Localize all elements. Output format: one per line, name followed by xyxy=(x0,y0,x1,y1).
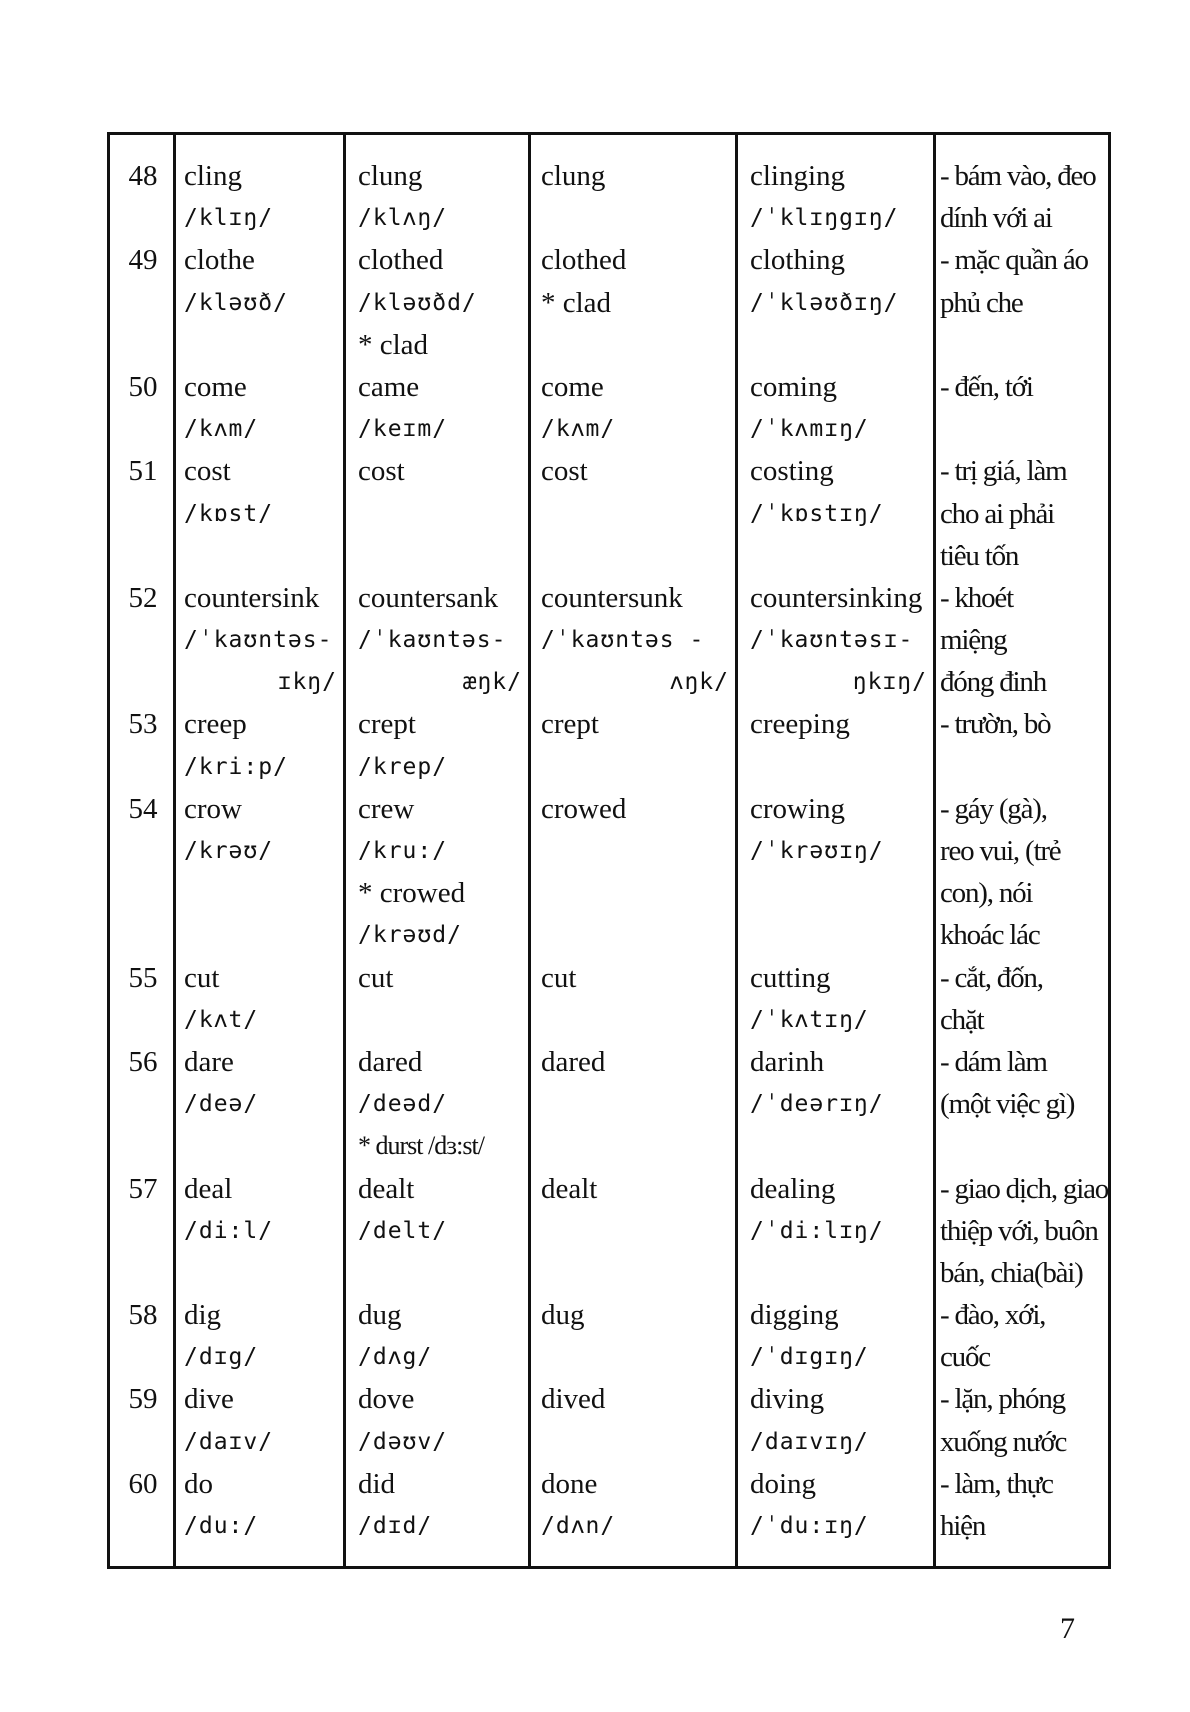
meaning-line: hiện xyxy=(940,1510,986,1542)
meaning-line: cuốc xyxy=(940,1341,990,1374)
base-line: dare xyxy=(184,1045,234,1078)
past-line: countersank xyxy=(358,581,499,614)
present_participle-line: /ˈkaʊntəsɪ- xyxy=(750,627,914,654)
number-line: 53 xyxy=(128,708,158,741)
past-line: dove xyxy=(358,1383,415,1416)
present_participle-line: /ˈdi:lɪŋ/ xyxy=(750,1217,884,1244)
past_participle-line: /ˈkaʊntəs - xyxy=(541,627,705,654)
base-line: cost xyxy=(184,455,231,488)
past_participle-line: /kʌm/ xyxy=(541,416,616,443)
present_participle-line: creeping xyxy=(750,708,850,741)
number-line xyxy=(110,999,176,1041)
past-line: * clad xyxy=(358,328,429,361)
past_participle-line: cost xyxy=(541,455,588,488)
past-line: /dəʊv/ xyxy=(358,1428,448,1455)
present_participle-line: countersinking xyxy=(750,581,923,614)
present_participle-line: costing xyxy=(750,455,834,488)
past-line: /dʌg/ xyxy=(358,1344,433,1371)
number-line: 57 xyxy=(128,1172,158,1205)
base-line: /krəʊ/ xyxy=(184,838,274,864)
past_participle-line xyxy=(541,1083,735,1125)
present_participle-line: cutting xyxy=(750,961,831,994)
number-line xyxy=(110,1421,176,1463)
past_participle-line: /dʌn/ xyxy=(541,1513,616,1539)
past-line xyxy=(358,1252,528,1294)
past-line: /deəd/ xyxy=(358,1091,448,1118)
present_participle-line: /ˈdeərɪŋ/ xyxy=(750,1091,884,1118)
base-line: /kɒst/ xyxy=(184,500,274,527)
number-line xyxy=(110,1252,176,1294)
present_participle-line: darinh xyxy=(750,1045,825,1078)
number-line xyxy=(110,661,176,703)
base-line: /du:/ xyxy=(184,1513,259,1539)
number-line: 55 xyxy=(128,961,158,994)
past_participle-line: come xyxy=(541,370,604,403)
base-line: dive xyxy=(184,1383,234,1416)
present_participle-line: clinging xyxy=(750,160,846,192)
present_participle-line: ŋkɪŋ/ xyxy=(852,669,927,696)
base-line xyxy=(184,872,343,914)
present_participle-line xyxy=(750,1252,933,1294)
meaning-line xyxy=(940,324,1108,366)
base-line: countersink xyxy=(184,581,320,614)
past-line: dug xyxy=(358,1299,402,1332)
past_participle-line: crowed xyxy=(541,792,627,825)
meaning-line xyxy=(940,1125,1108,1167)
number-line xyxy=(110,619,176,661)
past_participle-line: countersunk xyxy=(541,581,683,614)
base-line: /kʌt/ xyxy=(184,1006,259,1033)
meaning-line xyxy=(940,408,1108,450)
meaning-line: chặt xyxy=(940,1003,984,1036)
present_participle-line xyxy=(750,914,933,956)
meaning-line: - mặc quần áo xyxy=(940,244,1088,277)
past_participle-line xyxy=(541,1210,735,1252)
meaning-line: bán, chia(bài) xyxy=(940,1256,1083,1289)
base-line: crow xyxy=(184,792,242,825)
meaning-line: - lặn, phóng xyxy=(940,1383,1065,1416)
number-line: 51 xyxy=(128,455,158,488)
number-line: 56 xyxy=(128,1045,158,1078)
number-line xyxy=(110,1505,176,1547)
meaning-line: miệng xyxy=(940,624,1007,657)
column-past-participle xyxy=(528,135,735,1566)
present_participle-line: coming xyxy=(750,370,837,403)
past-line: /krep/ xyxy=(358,753,448,780)
number-line xyxy=(110,324,176,366)
base-line: /daɪv/ xyxy=(184,1428,274,1455)
meaning-line: đóng đinh xyxy=(940,666,1047,699)
number-line xyxy=(110,746,176,788)
column-present-participle xyxy=(735,135,933,1566)
meaning-line: - làm, thực xyxy=(940,1467,1053,1500)
present_participle-line: /ˈkrəʊɪŋ/ xyxy=(750,838,884,864)
past_participle-line xyxy=(541,535,735,577)
number-line xyxy=(110,872,176,914)
base-line xyxy=(184,324,343,366)
base-line: creep xyxy=(184,708,247,741)
column-meaning xyxy=(933,135,1108,1566)
number-line xyxy=(110,408,176,450)
present_participle-line xyxy=(750,535,933,577)
past_participle-line: clung xyxy=(541,160,606,192)
past-line: crew xyxy=(358,792,415,825)
present_participle-line: clothing xyxy=(750,244,846,277)
past-line: /dɪd/ xyxy=(358,1513,433,1539)
base-line: /ˈkaʊntəs- xyxy=(184,627,333,654)
meaning-line: - giao dịch, giao xyxy=(940,1172,1109,1205)
past_participle-line: dived xyxy=(541,1383,606,1416)
present_participle-line xyxy=(750,872,933,914)
base-line: /kri:p/ xyxy=(184,753,288,780)
meaning-line: phủ che xyxy=(940,286,1023,319)
present_participle-line: diving xyxy=(750,1383,825,1416)
base-line: cling xyxy=(184,160,242,192)
meaning-line: con), nói xyxy=(940,877,1033,910)
past_participle-line: dared xyxy=(541,1045,606,1078)
present_participle-line xyxy=(750,1125,933,1167)
base-line: /di:l/ xyxy=(184,1217,274,1244)
past-line: /kru:/ xyxy=(358,838,448,864)
past_participle-line xyxy=(541,1125,735,1167)
meaning-line xyxy=(940,746,1108,788)
past-line xyxy=(358,535,528,577)
meaning-line: tiêu tốn xyxy=(940,539,1019,572)
past_participle-line xyxy=(541,830,735,872)
meaning-line: - đào, xới, xyxy=(940,1299,1046,1332)
base-line xyxy=(184,535,343,577)
base-line: /dɪg/ xyxy=(184,1344,259,1371)
meaning-line: - trị giá, làm xyxy=(940,455,1067,488)
base-line xyxy=(184,1125,343,1167)
present_participle-line: /daɪvɪŋ/ xyxy=(750,1428,869,1455)
past_participle-line xyxy=(541,1421,735,1463)
past_participle-line xyxy=(541,493,735,535)
present_participle-line: /ˈkʌtɪŋ/ xyxy=(750,1006,869,1033)
past_participle-line: dealt xyxy=(541,1172,598,1205)
meaning-line: cho ai phải xyxy=(940,497,1055,530)
past-line: cut xyxy=(358,961,394,994)
base-line xyxy=(184,914,343,956)
number-line: 59 xyxy=(128,1383,158,1416)
meaning-line: thiệp với, buôn xyxy=(940,1214,1098,1247)
meaning-line: (một việc gì) xyxy=(940,1088,1075,1121)
past-line xyxy=(358,999,528,1041)
past_participle-line: * clad xyxy=(541,286,612,319)
column-base xyxy=(173,135,343,1566)
past-line: /kləʊðd/ xyxy=(358,289,477,316)
meaning-line: - gáy (gà), xyxy=(940,792,1047,825)
base-line: clothe xyxy=(184,244,255,277)
present_participle-line: /ˈdu:ɪŋ/ xyxy=(750,1513,869,1539)
present_participle-line: /ˈklɪŋgɪŋ/ xyxy=(750,205,899,232)
past_participle-line xyxy=(541,1336,735,1378)
present_participle-line xyxy=(750,746,933,788)
past-line: clung xyxy=(358,160,423,192)
number-line xyxy=(110,1336,176,1378)
number-line xyxy=(110,830,176,872)
number-line: 58 xyxy=(128,1299,158,1332)
present_participle-line: digging xyxy=(750,1299,839,1332)
past-line: * durst /dɜ:st/ xyxy=(358,1131,484,1161)
meaning-line: reo vui, (trẻ xyxy=(940,835,1061,867)
past-line: cost xyxy=(358,455,405,488)
meaning-line: - khoét xyxy=(940,581,1013,614)
past_participle-line xyxy=(541,872,735,914)
present_participle-line: crowing xyxy=(750,792,846,825)
past_participle-line xyxy=(541,324,735,366)
base-line: deal xyxy=(184,1172,233,1205)
base-line: /deə/ xyxy=(184,1091,259,1118)
base-line: dig xyxy=(184,1299,222,1332)
present_participle-line: /ˈkləʊðɪŋ/ xyxy=(750,289,899,316)
past-line: æŋk/ xyxy=(462,669,522,696)
present_participle-line: /ˈdɪgɪŋ/ xyxy=(750,1344,869,1371)
base-line xyxy=(184,1252,343,1294)
present_participle-line xyxy=(750,324,933,366)
past_participle-line xyxy=(541,999,735,1041)
past_participle-line: done xyxy=(541,1467,598,1500)
past-line: dealt xyxy=(358,1172,415,1205)
number-line xyxy=(110,535,176,577)
meaning-line: dính với ai xyxy=(940,202,1052,235)
past_participle-line xyxy=(541,746,735,788)
number-line: 52 xyxy=(128,581,158,614)
past-line: /klʌŋ/ xyxy=(358,205,448,232)
past-line: dared xyxy=(358,1045,423,1078)
past_participle-line: dug xyxy=(541,1299,585,1332)
base-line: ɪkŋ/ xyxy=(277,669,337,696)
number-line xyxy=(110,1125,176,1167)
meaning-line: - cắt, đốn, xyxy=(940,961,1043,994)
base-line: come xyxy=(184,370,247,403)
number-line: 49 xyxy=(128,244,158,277)
column-number xyxy=(110,135,176,1566)
number-line xyxy=(110,282,176,324)
past-line: /krəʊd/ xyxy=(358,922,462,949)
past-line xyxy=(358,493,528,535)
present_participle-line: /ˈkʌmɪŋ/ xyxy=(750,416,869,443)
past-line: came xyxy=(358,370,420,403)
past-line: /keɪm/ xyxy=(358,416,448,443)
past-line: /delt/ xyxy=(358,1217,448,1244)
past_participle-line: clothed xyxy=(541,244,627,277)
base-line: cut xyxy=(184,961,220,994)
column-past xyxy=(343,135,528,1566)
past-line: /ˈkaʊntəs- xyxy=(358,627,507,654)
past_participle-line: ʌŋk/ xyxy=(669,669,729,696)
meaning-line: - đến, tới xyxy=(940,370,1033,403)
number-line: 60 xyxy=(128,1467,158,1500)
present_participle-line: /ˈkɒstɪŋ/ xyxy=(750,500,884,527)
past-line: * crowed xyxy=(358,877,466,910)
number-line xyxy=(110,1210,176,1252)
base-line: /kʌm/ xyxy=(184,416,259,443)
base-line: do xyxy=(184,1467,213,1500)
meaning-line: - trườn, bò xyxy=(940,708,1051,741)
meaning-line: khoác lác xyxy=(940,919,1040,952)
number-line xyxy=(110,1083,176,1125)
base-line: /klɪŋ/ xyxy=(184,205,274,232)
past_participle-line xyxy=(541,197,735,239)
number-line: 50 xyxy=(128,370,158,403)
meaning-line: - dám làm xyxy=(940,1045,1047,1078)
past_participle-line: crept xyxy=(541,708,599,741)
number-line xyxy=(110,914,176,956)
past_participle-line xyxy=(541,1252,735,1294)
meaning-line: - bám vào, đeo xyxy=(940,160,1096,192)
present_participle-line: doing xyxy=(750,1467,817,1500)
past_participle-line: cut xyxy=(541,961,577,994)
number-line xyxy=(110,197,176,239)
irregular-verbs-table xyxy=(107,132,1111,1569)
page-number: 7 xyxy=(1060,1612,1075,1645)
past-line: did xyxy=(358,1467,396,1500)
present_participle-line: dealing xyxy=(750,1172,836,1205)
number-line xyxy=(110,493,176,535)
past_participle-line xyxy=(541,914,735,956)
number-line: 48 xyxy=(128,160,158,192)
past-line: crept xyxy=(358,708,416,741)
base-line: /kləʊð/ xyxy=(184,289,288,316)
number-line: 54 xyxy=(128,792,158,825)
past-line: clothed xyxy=(358,244,444,277)
meaning-line: xuống nước xyxy=(940,1425,1067,1458)
